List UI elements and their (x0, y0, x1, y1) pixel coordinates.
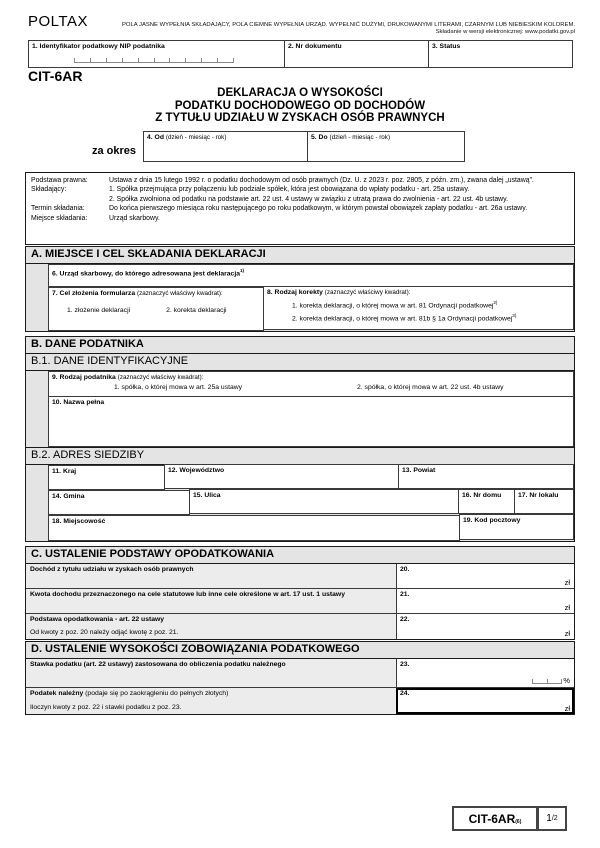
document-number-field (284, 40, 429, 68)
income-label: Dochód z tytułu udziału w zyskach osób prawnych (26, 564, 396, 588)
form-code: CIT-6AR (28, 68, 83, 84)
postal-code-field[interactable] (459, 514, 574, 540)
correction-art81b-footnote: 3) (512, 313, 517, 319)
house-number-label: 16. Nr domu (462, 492, 502, 499)
postal-code-label: 19. Kod pocztowy (463, 517, 521, 524)
tax-base-label (26, 614, 396, 639)
tax-office-field[interactable] (48, 264, 574, 287)
period-from-field[interactable] (143, 131, 308, 162)
legal-basis-row (31, 176, 570, 185)
filing-purpose-field (48, 287, 264, 331)
filers-line-2: 2. Spółka zwolniona od podatku na podstawie art. 22 ust. 4 ustawy w związku z utratą prawa do zwolnienia - art. 22 ust. 4b ustawy. (109, 195, 508, 203)
county-label: 13. Powiat (402, 467, 436, 474)
footer-form-code: CIT-6AR (468, 811, 516, 826)
street-label: 15. Ulica (193, 492, 221, 499)
tax-base-field[interactable] (396, 614, 574, 639)
tax-rate-field-number: 23. (400, 661, 410, 668)
option-correction-art81b[interactable] (264, 313, 573, 322)
tax-due-sublabel: Iloczyn kwoty z poz. 22 i stawki podatku z poz. 23. (30, 704, 182, 711)
tax-due-field[interactable] (396, 688, 574, 714)
statutory-income-unit: zł (564, 603, 570, 612)
period-label: za okres (92, 145, 137, 157)
tax-office-label: 6. Urząd skarbowy, do którego adresowana jest deklaracja (52, 270, 240, 278)
filers-row (31, 185, 570, 204)
voivodeship-label: 12. Województwo (168, 467, 225, 474)
section-b-title: B. DANE PODATNIKA (26, 337, 574, 354)
taxpayer-type-field (48, 371, 574, 397)
form-title-line-2: PODATKU DOCHODOWEGO OD DOCHODÓW (174, 99, 426, 112)
tax-due-row (26, 687, 574, 714)
section-d (25, 641, 575, 715)
footer-page-number: 1 (546, 813, 552, 824)
income-row (26, 564, 574, 588)
full-name-field[interactable] (48, 396, 574, 447)
status-label: 3. Status (432, 43, 461, 50)
section-c-title: C. USTALENIE PODSTAWY OPODATKOWANIA (26, 547, 574, 564)
section-b1-body (26, 371, 574, 447)
note-line-1: POLA JASNE WYPEŁNIA SKŁADAJĄCY, POLA CIEMNE WYPEŁNIA URZĄD. WYPEŁNIĆ DUŻYMI, DRUKOWANYMI LITERAMI, CZARNYM LUB NIEBIESKIM KOLOREM. (121, 22, 575, 28)
legal-basis-label: Podstawa prawna: (31, 177, 88, 184)
correction-type-label: 8. Rodzaj korekty (267, 289, 323, 296)
period-to-field[interactable] (307, 131, 465, 162)
tax-due-label (26, 688, 396, 714)
statutory-income-field-number: 21. (400, 591, 410, 598)
footer-page-indicator (538, 806, 567, 831)
income-amount-field[interactable] (396, 564, 574, 588)
footer-form-version: (6) (515, 819, 522, 825)
document-number-label: 2. Nr dokumentu (288, 43, 342, 50)
section-b (25, 336, 575, 542)
nip-field-label: 1. Identyfikator podatkowy NIP podatnika (32, 43, 165, 50)
form-title-line-3: Z TYTUŁU UDZIAŁU W ZYSKACH OSÓB PRAWNYCH (155, 112, 445, 124)
footer-form-code-box (452, 806, 538, 831)
legal-info-box (25, 172, 575, 245)
section-b2-body (26, 465, 574, 541)
city-label: 18. Miejscowość (52, 518, 106, 525)
form-title-line-1: DEKLARACJA O WYSOKOŚCI (217, 87, 383, 99)
note-line-2: Składanie w wersji elektronicznej: www.podatki.gov.pl (435, 29, 575, 35)
form-title (0, 87, 600, 125)
option-company-art25a[interactable]: 1. spółka, o której mowa w art. 25a ustawy (114, 384, 243, 391)
legal-basis-text: Ustawa z dnia 15 lutego 1992 r. o podatku dochodowym od osób prawnych (Dz. U. z 2023 r. poz. 2805, z późn. zm.), zwana dalej „ustawą”. (109, 177, 534, 184)
tax-rate-field[interactable] (396, 659, 574, 687)
place-row (31, 214, 570, 223)
filing-purpose-label: 7. Cel złożenia formularza (52, 290, 136, 297)
place-text: Urząd skarbowy. (109, 214, 160, 222)
deadline-label: Termin składania: (31, 205, 85, 213)
tax-base-label-text: Podstawa opodatkowania - art. 22 ustawy (30, 616, 165, 623)
city-field[interactable] (48, 515, 460, 541)
identification-row (28, 40, 575, 68)
poltax-logo: POLTAX (28, 13, 88, 30)
form-instructions-note (103, 22, 575, 36)
statutory-income-label: Kwota dochodu przeznaczonego na cele statutowe lub inne cele określone w art. 17 ust. 1 ustawy (26, 589, 396, 613)
tax-base-sublabel: Od kwoty z poz. 20 należy odjąć kwotę z poz. 21. (30, 629, 179, 636)
apartment-number-field[interactable] (514, 489, 574, 514)
percent-comb (532, 679, 562, 684)
option-correction-art81b-text: 2. korekta deklaracji, o której mowa w art. 81b § 1a Ordynacji podatkowej (292, 315, 513, 323)
filers-text (109, 185, 570, 204)
section-a-title: A. MIEJSCE I CEL SKŁADANIA DEKLARACJI (26, 247, 574, 264)
tax-rate-unit: % (563, 676, 570, 685)
apartment-number-label: 17. Nr lokalu (518, 492, 559, 499)
tax-due-field-number: 24. (400, 690, 410, 697)
section-d-body (26, 659, 574, 714)
tax-due-label-normal: (podaje się po zaokrągleniu do pełnych złotych) (85, 690, 229, 697)
period-to-number: 5. Do (311, 134, 328, 141)
correction-type-hint: (zaznaczyć właściwy kwadrat): (324, 289, 411, 296)
country-label: 11. Kraj (52, 468, 77, 475)
tax-due-unit: zł (564, 704, 570, 713)
deadline-row (31, 204, 570, 213)
place-label: Miejsce składania: (31, 214, 88, 222)
statutory-income-row (26, 588, 574, 613)
filers-line-1: 1. Spółka przejmująca przy połączeniu lub podziale spółek, która jest obowiązana do wpłaty podatku - art. 25a ustawy. (109, 186, 470, 194)
taxpayer-type-label: 9. Rodzaj podatnika (52, 374, 116, 381)
country-field[interactable] (48, 465, 165, 490)
section-d-title: D. USTALENIE WYSOKOŚCI ZOBOWIĄZANIA PODATKOWEGO (26, 642, 574, 659)
nip-field[interactable] (28, 40, 285, 68)
county-field[interactable] (398, 464, 574, 489)
tax-rate-label: Stawka podatku (art. 22 ustawy) zastosowana do obliczenia podatku należnego (26, 659, 396, 687)
section-b2-title: B.2. ADRES SIEDZIBY (26, 447, 574, 465)
filing-purpose-hint: (zaznaczyć właściwy kwadrat): (137, 290, 223, 297)
full-name-label: 10. Nazwa pełna (52, 399, 105, 406)
period-fields (143, 131, 465, 162)
tax-base-field-number: 22. (400, 616, 410, 623)
period-from-number: 4. Od (147, 134, 164, 141)
street-field[interactable] (189, 489, 459, 514)
filers-label: Składający: (31, 186, 67, 194)
period-from-hint: (dzień - miesiąc - rok) (165, 134, 227, 141)
section-c (25, 546, 575, 640)
correction-type-field (263, 286, 574, 330)
house-number-field[interactable] (458, 489, 515, 514)
tax-base-unit: zł (564, 629, 570, 638)
correction-art81-footnote: 2) (493, 300, 498, 305)
period-to-hint: (dzień - miesiąc - rok) (329, 134, 391, 141)
option-filing-declaration[interactable]: 1. złożenie deklaracji (67, 307, 131, 314)
section-a (25, 246, 575, 332)
status-field (428, 40, 573, 68)
deadline-text: Do końca pierwszego miesiąca roku następującego po roku podatkowym, w którym powstał obowiązek zapłaty podatku - art. 26a ustawy. (109, 205, 528, 213)
commune-label: 14. Gmina (52, 493, 85, 500)
option-correction-art81-text: 1. korekta deklaracji, o której mowa w art. 81 Ordynacji podatkowej (292, 302, 494, 310)
income-field-number: 20. (400, 566, 410, 573)
nip-digit-comb[interactable] (74, 58, 234, 63)
option-correction-art81[interactable] (264, 300, 573, 309)
option-filing-correction[interactable]: 2. korekta deklaracji (166, 307, 227, 314)
tax-due-label-bold: Podatek należny (30, 690, 84, 697)
section-a-body (26, 264, 574, 331)
income-unit: zł (564, 578, 570, 587)
tax-rate-row (26, 659, 574, 687)
footer-page-total: /2 (551, 815, 558, 822)
section-c-body (26, 564, 574, 639)
voivodeship-field[interactable] (164, 464, 399, 489)
page-footer (452, 806, 567, 831)
statutory-income-field[interactable] (396, 589, 574, 613)
commune-field[interactable] (48, 490, 190, 515)
taxpayer-type-hint: (zaznaczyć właściwy kwadrat): (117, 374, 204, 381)
tax-office-footnote: 1) (240, 268, 245, 273)
section-b1-title: B.1. DANE IDENTYFIKACYJNE (26, 354, 574, 371)
option-company-art22[interactable]: 2. spółka, o której mowa w art. 22 ust. 4b ustawy (357, 384, 504, 391)
tax-base-row (26, 613, 574, 639)
